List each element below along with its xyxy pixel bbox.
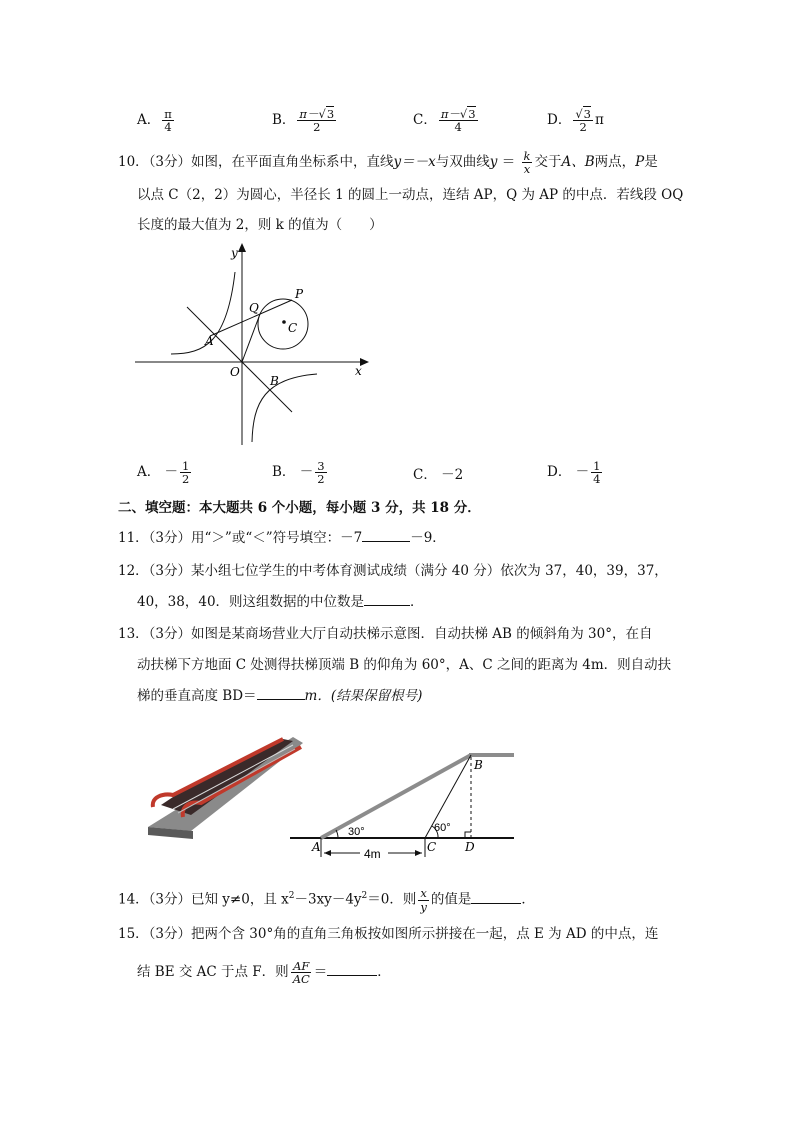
q15-line2: 结 BE 交 AC 于点 F．则 $\frac{AF}{AC}$ ＝ ． xyxy=(137,959,391,987)
q9-option-c: C． $\frac{\pi-√3}{4}$ xyxy=(413,107,476,135)
distance-4m-label: 4m xyxy=(364,847,381,861)
q10-option-c: C． －2 xyxy=(413,467,464,483)
q10-coordinate-figure xyxy=(135,242,370,447)
q12-line2: 40，38，40．则这组数据的中位数是 ． xyxy=(137,594,424,610)
q10-line1: 10．（3分）如图，在平面直角坐标系中，直线y＝－x与双曲线y ＝ $\frac{k}{x}$ 交于A、B两点，P是 xyxy=(118,149,658,177)
fig10-o-label: O xyxy=(230,365,240,379)
q11: 11．（3分）用“＞”或“＜”符号填空：－7 －9． xyxy=(118,530,446,546)
q10-option-b: B． － $\frac{3}{2}$ xyxy=(272,459,325,487)
q13-line3: 梯的垂直高度 BD＝ m．(结果保留根号) xyxy=(137,688,423,704)
q12-line1: 12．（3分）某小组七位学生的中考体育测试成绩（满分 40 分）依次为 37，40，39，37， xyxy=(118,563,668,579)
fig10-x-label: x xyxy=(355,364,362,378)
q10-option-a: A． － $\frac{1}{2}$ xyxy=(137,459,190,487)
q10-line3: 长度的最大值为 2，则 k 的值为（ ） xyxy=(137,217,383,233)
fig13-b-label: B xyxy=(474,758,483,772)
fig13-d-label: D xyxy=(465,840,475,854)
section-heading: 二、填空题：本大题共 6 个小题，每小题 3 分，共 18 分． xyxy=(118,500,481,516)
q13-escalator-diagram xyxy=(288,745,520,865)
q10-option-d: D． － $\frac{1}{4}$ xyxy=(547,459,601,487)
q10-line2: 以点 C（2，2）为圆心，半径长 1 的圆上一动点，连结 AP，Q 为 AP 的中点．若线段 OQ xyxy=(137,187,684,203)
q14: 14．（3分）已知 y≠0，且 $x^2-3xy-4y^2=0$．则 $\frac{x}{y}$ 的值是 ． xyxy=(118,886,535,914)
q15-line1: 15．（3分）把两个含 30°角的直角三角板按如图所示拼接在一起，点 E 为 AD 的中点，连 xyxy=(118,926,659,942)
q13-answer-blank[interactable] xyxy=(257,687,305,700)
q13-line1: 13．（3分）如图是某商场营业大厅自动扶梯示意图．自动扶梯 AB 的倾斜角为 30°，在自 xyxy=(118,626,653,642)
q12-answer-blank[interactable] xyxy=(364,593,410,606)
q14-answer-blank[interactable] xyxy=(471,891,521,904)
fig10-a-label: A xyxy=(205,334,214,348)
angle-60-label: 60° xyxy=(434,822,451,834)
q9-option-a: A． $\frac{\pi}{4}$ xyxy=(137,107,172,135)
q9-option-b: B． $\frac{\pi-√3}{2}$ xyxy=(272,107,335,135)
escalator-photo xyxy=(143,735,308,845)
fig10-c-label: C xyxy=(288,321,298,335)
q15-answer-blank[interactable] xyxy=(327,963,377,976)
angle-30-label: 30° xyxy=(348,826,365,838)
fig13-c-label: C xyxy=(427,840,437,854)
fig13-a-label: A xyxy=(312,840,321,854)
fig10-b-label: B xyxy=(270,374,279,388)
q9-option-d: D． $\frac{√3}{2}$ π xyxy=(547,107,604,135)
fig10-p-label: P xyxy=(295,287,304,301)
fig10-q-label: Q xyxy=(249,301,259,315)
fig10-y-label: y xyxy=(231,246,238,260)
q13-line2: 动扶梯下方地面 C 处测得扶梯顶端 B 的仰角为 60°，A、C 之间的距离为 4m．则自动扶 xyxy=(137,657,672,673)
q11-answer-blank[interactable] xyxy=(362,529,410,542)
